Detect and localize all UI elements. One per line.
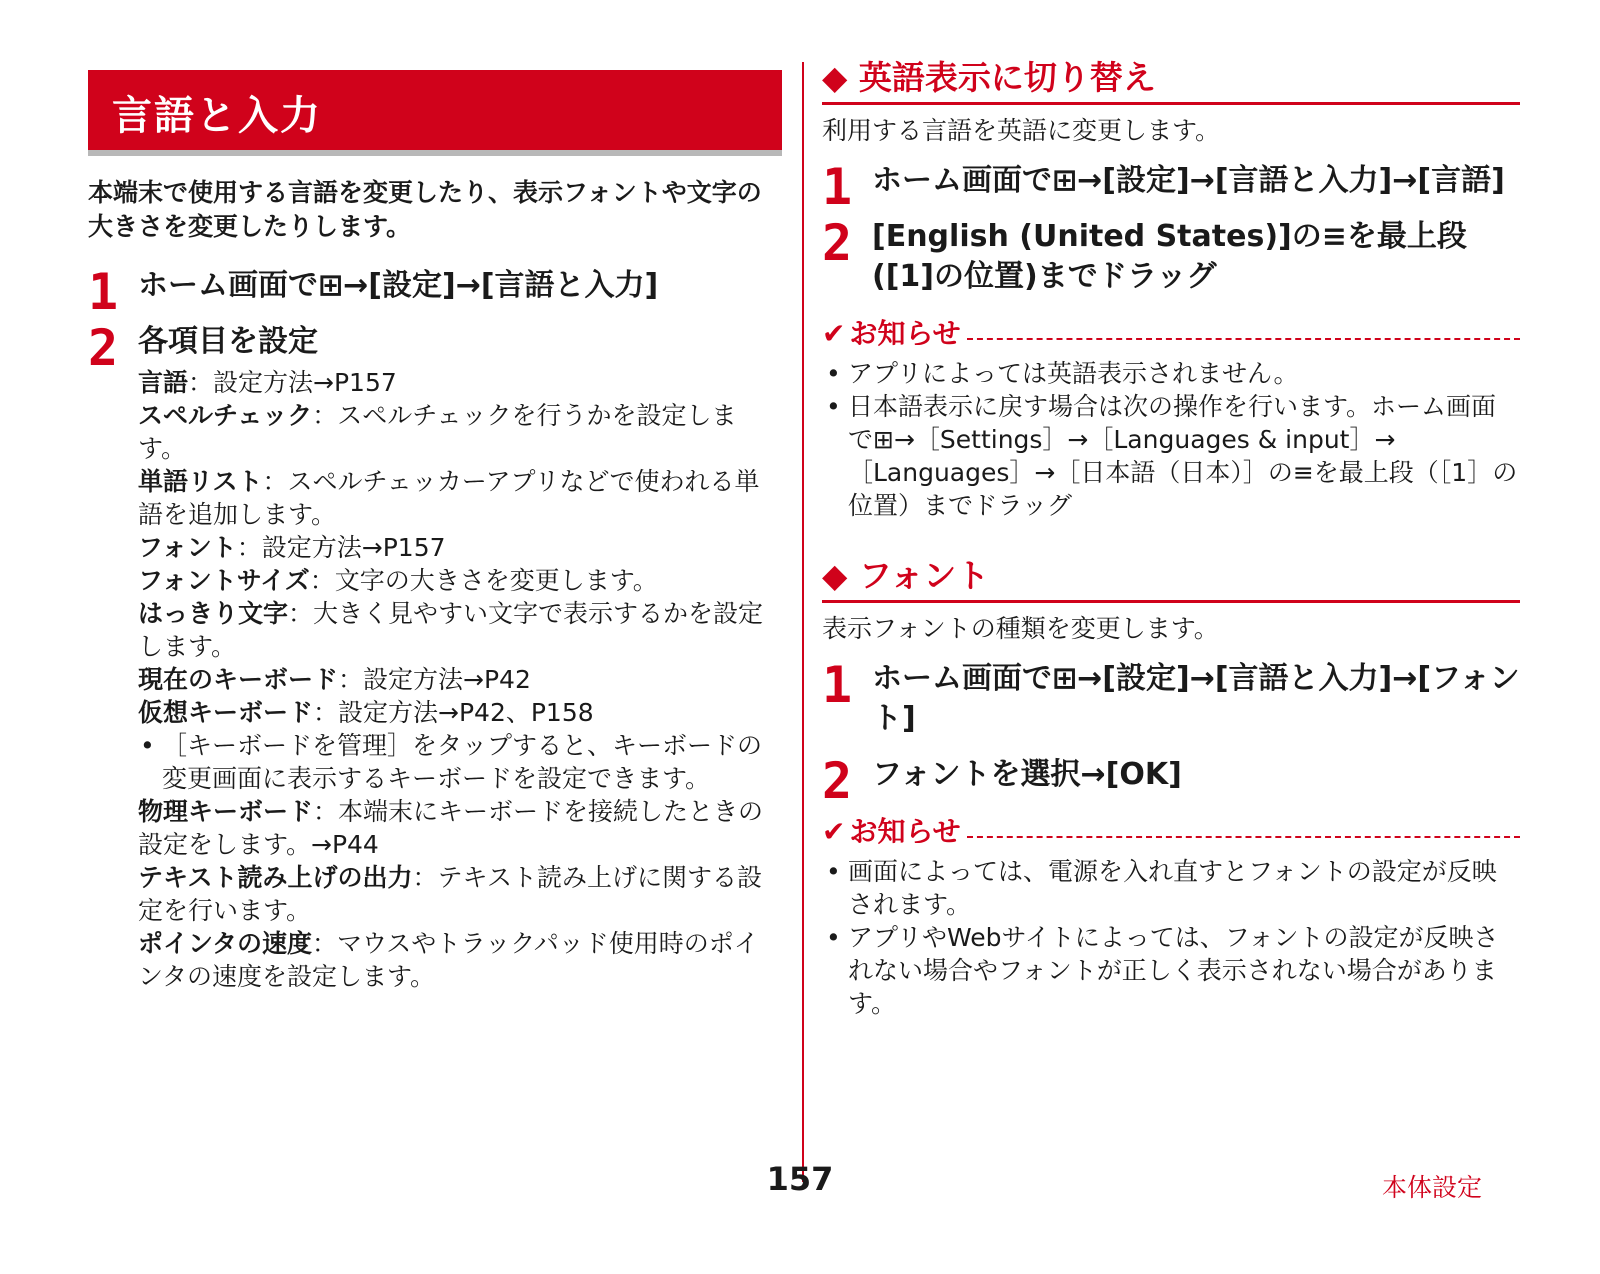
page-number: 157 [766,1160,834,1198]
chapter-label: 本体設定 [1381,1173,1482,1202]
step-number: 2 [88,319,119,377]
step-2 [88,319,782,993]
step-text: ホーム画面で⊞→[設定]→[言語と入力]→[フォント] [872,661,1520,736]
setting-item-spellcheck: スペルチェック：スペルチェックを行うかを設定します。 [138,401,737,463]
step-text: フォントを選択→[OK] [872,757,1182,792]
step-2 [822,214,1520,297]
setting-item-tts-output: テキスト読み上げの出力：テキスト読み上げに関する設定を行います。 [138,863,763,925]
section-heading: ◆ フォント [822,556,1520,603]
column-divider [802,62,804,1182]
left-column [88,70,782,993]
keyboard-manage-note: • ［キーボードを管理］をタップすると、キーボードの変更画面に表示するキーボードを設定できます。 [138,729,782,795]
setting-item-current-keyboard: 現在のキーボード：設定方法→P42 [138,665,531,694]
section-english-display [822,58,1520,522]
checkmark-icon: ✔ [822,815,846,848]
step-number: 2 [822,752,853,810]
step-2 [822,752,1520,810]
notice-dashed-rule [967,338,1520,340]
step-1 [822,656,1520,739]
notice-list [822,855,1520,1020]
section-font [822,556,1520,1020]
right-column [822,58,1520,1020]
step-text: ホーム画面で⊞→[設定]→[言語と入力] [138,268,659,303]
setting-item-pointer-speed: ポインタの速度：マウスやトラックパッド使用時のポインタの速度を設定します。 [138,929,759,991]
section-heading: ◆ 英語表示に切り替え [822,58,1520,105]
step-1 [88,263,782,321]
notice-box [822,815,1520,1020]
step-text: ホーム画面で⊞→[設定]→[言語と入力]→[言語] [872,163,1505,198]
step-text: [English (United States)]の≡を最上段([1]の位置)までドラッグ [872,219,1467,294]
setting-item-word-list: 単語リスト：スペルチェッカーアプリなどで使われる単語を追加します。 [138,467,760,529]
settings-item-list [138,366,782,993]
notice-item: • 画面によっては、電源を入れ直すとフォントの設定が反映されます。 [822,855,1520,921]
notice-item: • アプリによっては英語表示されません。 [822,357,1520,390]
notice-item: • 日本語表示に戻す場合は次の操作を行います。ホーム画面で⊞→［Settings］→［Languages & input］→［Languages］→［日本語（日本）］の≡を最上段（［1］の位置）までドラッグ [822,390,1520,522]
notice-header [822,815,1520,849]
step-number: 2 [822,214,853,272]
notice-box [822,317,1520,522]
step-number: 1 [822,158,853,216]
notice-label: お知らせ [849,815,961,848]
setting-item-virtual-keyboard: 仮想キーボード：設定方法→P42、P158 [138,698,594,727]
setting-item-physical-keyboard: 物理キーボード：本端末にキーボードを接続したときの設定をします。→P44 [138,797,764,859]
step-number: 1 [822,656,853,714]
step-number: 1 [88,263,119,321]
notice-header [822,317,1520,351]
step-1 [822,158,1520,216]
section-lead: 表示フォントの種類を変更します。 [822,614,1219,643]
checkmark-icon: ✔ [822,317,846,350]
step-text: 各項目を設定 [138,324,318,359]
setting-item-language: 言語：設定方法→P157 [138,368,397,397]
notice-item: • アプリやWebサイトによっては、フォントの設定が反映されない場合やフォントが正しく表示されない場合があります。 [822,921,1520,1020]
section-lead: 利用する言語を英語に変更します。 [822,116,1221,145]
notice-list [822,357,1520,522]
setting-item-font-size: フォントサイズ：文字の大きさを変更します。 [138,566,658,595]
intro-text: 本端末で使用する言語を変更したり、表示フォントや文字の大きさを変更したりします。 [88,178,762,241]
setting-item-clear-text: はっきり文字：大きく見やすい文字で表示するかを設定します。 [138,599,764,661]
page-title: 言語と入力 [88,70,782,156]
notice-label: お知らせ [849,317,961,350]
notice-dashed-rule [967,836,1520,838]
setting-item-font: フォント：設定方法→P157 [138,533,446,562]
